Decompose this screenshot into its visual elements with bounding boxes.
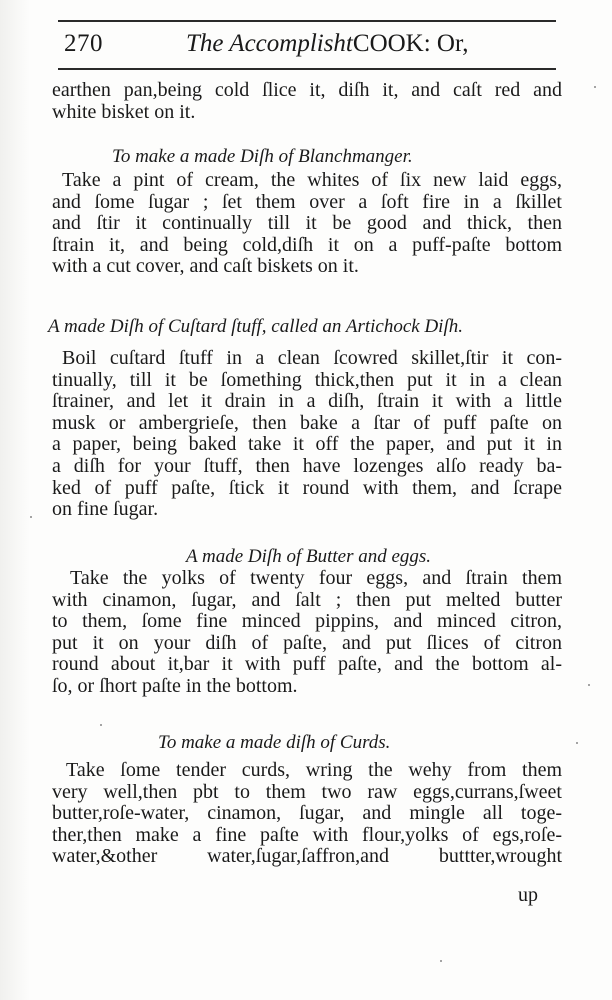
recipe-title-curds: To make a made diſh of Curds. <box>158 732 391 753</box>
recipe-body-blanchmanger <box>52 170 562 278</box>
paper-speck <box>594 86 596 88</box>
text-line: Take a pint of cream, the whites of ſix new laid eggs, <box>62 169 562 191</box>
text-line: with a cut cover, and caſt biskets on it. <box>52 255 359 278</box>
paper-speck <box>576 742 578 744</box>
page-header <box>58 28 556 64</box>
text-line: Take ſome tender curds, wring the wehy from them <box>66 759 562 781</box>
text-line: to them, ſome fine minced pippins, and minced citron, <box>52 610 562 633</box>
text-line: round about it,bar it with puff paſte, and the bottom al- <box>52 653 562 676</box>
header-rule <box>58 68 556 70</box>
text-line: and ſome ſugar ; ſet them over a ſoft fire in a ſkillet <box>52 190 562 213</box>
continuation-paragraph <box>52 80 562 123</box>
text-line: musk or ambergrieſe, then bake a ſtar of puff paſte on <box>52 411 562 434</box>
running-title-caps: COOK: Or, <box>352 30 469 57</box>
text-line: with cinamon, ſugar, and ſalt ; then put melted butter <box>52 588 562 611</box>
paper-speck <box>30 516 32 518</box>
text-line: earthen pan,being cold ſlice it, diſh it, and caſt red and <box>52 79 562 101</box>
recipe-body-artichock-dish <box>52 348 562 521</box>
page-number: 270 <box>64 30 103 57</box>
recipe-title-artichock-dish: A made Diſh of Cuſtard ſtuff, called an Artichock Diſh. <box>48 316 463 337</box>
text-line: butter,roſe-water, cinamon, ſugar, and mingle all toge- <box>52 802 562 825</box>
text-line: a diſh for your ſtuff, then have lozenges alſo ready ba- <box>52 454 562 477</box>
text-line: ſtrainer, and let it drain in a diſh, ſtrain it with a little <box>52 390 562 413</box>
text-line: put it on your diſh of paſte, and put ſlices of citron <box>52 631 562 654</box>
page-edge-shading <box>0 0 30 1000</box>
text-line: Take the yolks of twenty four eggs, and ſtrain them <box>70 567 562 589</box>
text-line: ſtrain it, and being cold,diſh it on a puff-paſte bottom <box>52 233 562 256</box>
recipe-title-blanchmanger: To make a made Diſh of Blanchmanger. <box>112 146 413 167</box>
text-line: and ſtir it continually till it be good and thick, then <box>52 212 562 235</box>
text-line: very well,then pbt to them two raw eggs,currans,ſweet <box>52 780 562 803</box>
top-rule <box>58 20 556 22</box>
text-line: ther,then make a fine paſte with flour,yolks of egs,roſe- <box>52 823 562 846</box>
text-line: ſo, or ſhort paſte in the bottom. <box>52 674 298 697</box>
paper-speck <box>588 684 590 686</box>
text-line: water,&other water,ſugar,ſaffron,and buttter,wrought <box>52 845 562 868</box>
text-line: white bisket on it. <box>52 100 196 123</box>
paper-speck <box>100 724 102 726</box>
paper-speck <box>440 960 442 962</box>
running-title-italic: The Accomplisht <box>186 30 353 57</box>
running-title <box>186 30 469 58</box>
text-line: tinually, till it be ſomething thick,then put it in a clean <box>52 368 562 391</box>
text-line: ked of puff paſte, ſtick it round with them, and ſcrape <box>52 476 562 499</box>
text-line: on fine ſugar. <box>52 498 159 521</box>
text-line: a paper, being baked take it off the paper, and put it in <box>52 433 562 456</box>
recipe-title-butter-and-eggs: A made Diſh of Butter and eggs. <box>186 546 432 567</box>
recipe-body-butter-and-eggs <box>52 568 562 698</box>
recipe-body-curds <box>52 760 562 868</box>
catchword: up <box>518 884 538 906</box>
text-line: Boil cuſtard ſtuff in a clean ſcowred skillet,ſtir it con- <box>62 347 562 369</box>
